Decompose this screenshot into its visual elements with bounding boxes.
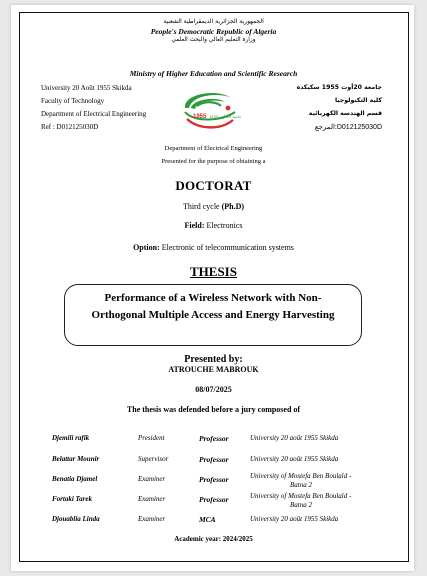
thesis-heading: THESIS <box>190 264 237 279</box>
presented-for: Presented for the purpose of obtaining a <box>161 158 266 165</box>
jury-name: Djouablia Linda <box>52 515 100 523</box>
jury-grade: Professor <box>199 495 229 504</box>
left-ref: Ref : D012125030D <box>41 123 99 131</box>
jury-grade: MCA <box>199 515 216 524</box>
defense-date: 08/07/2025 <box>195 385 232 394</box>
jury-row <box>52 472 392 494</box>
jury-grade: Professor <box>199 475 229 484</box>
field-value: Electronics <box>204 221 243 230</box>
logo-text: جامعة 20 أوت 1955 <box>209 115 241 119</box>
left-faculty: Faculty of Technology <box>41 97 105 105</box>
left-university: University 20 Août 1955 Skikda <box>41 84 132 92</box>
jury-name: Djemili rafik <box>52 434 90 442</box>
university-logo <box>177 86 241 134</box>
cycle-value: (Ph.D) <box>221 202 245 211</box>
author-name: ATROUCHE MABROUK <box>168 365 259 374</box>
degree-title: DOCTORAT <box>175 178 252 193</box>
ministry: Ministry of Higher Education and Scientific Research <box>129 69 298 78</box>
left-department: Department of Electrical Engineering <box>41 110 147 118</box>
presented-by: Presented by: <box>184 354 243 365</box>
arabic-republic: الجمهورية الجزائرية الديمقراطية الشعبية <box>163 18 264 25</box>
option-value: Electronic of telecommunication systems <box>159 243 294 252</box>
republic: People's Democratic Republic of Algeria <box>150 27 277 36</box>
cycle-label: Third cycle <box>182 202 222 211</box>
jury-name: Benatia Djamel <box>52 475 98 483</box>
thesis-title: Performance of a Wireless Network with Non-Orthogonal Multiple Access and Energy Harvesting <box>91 292 335 321</box>
jury-university: University 20 août 1955 Skikda <box>250 515 339 523</box>
jury-role: President <box>138 434 165 442</box>
right-faculty: كلية التكنولوجيا <box>334 97 382 104</box>
right-department: قسم الهندسة الكهربائية <box>308 110 382 117</box>
jury-intro: The thesis was defended before a jury composed of <box>126 405 301 414</box>
jury-role: Supervisor <box>138 455 169 463</box>
jury-role: Examiner <box>138 475 166 483</box>
cycle-line <box>0 202 427 211</box>
jury-university: University 20 août 1955 Skikda <box>250 455 339 463</box>
jury-row <box>52 515 392 537</box>
field-label: Field: <box>184 221 205 230</box>
academic-year: Academic year: 2024/2025 <box>174 535 253 543</box>
body-department: Department of Electrical Engineering <box>164 145 263 152</box>
arabic-ministry: وزارة التعليم العالي والبحث العلمي <box>171 37 256 43</box>
jury-name: Belattar Mounir <box>52 455 100 463</box>
jury-grade: Professor <box>199 434 229 443</box>
right-ref: المرجع:D012125030D <box>314 124 382 131</box>
right-university: جامعة 20أوت 1955 سكيكدة <box>296 84 382 91</box>
thesis-title-box <box>64 284 362 346</box>
field-line <box>0 221 427 230</box>
option-label: Option: <box>133 243 160 252</box>
jury-name: Fortaki Tarek <box>52 495 92 503</box>
jury-row <box>52 434 392 456</box>
jury-role: Examiner <box>138 515 166 523</box>
logo-year: 1955 <box>193 114 207 120</box>
jury-university: University 20 août 1955 Skikda <box>250 434 339 442</box>
jury-role: Examiner <box>138 495 166 503</box>
jury-university: University of Mostefa Ben Boulaïd - Batna 2 <box>250 472 352 489</box>
jury-university: University of Mostefa Ben Boulaïd - Batna 2 <box>250 492 352 509</box>
jury-grade: Professor <box>199 455 229 464</box>
option-line <box>0 243 427 252</box>
jury-row <box>52 492 392 514</box>
